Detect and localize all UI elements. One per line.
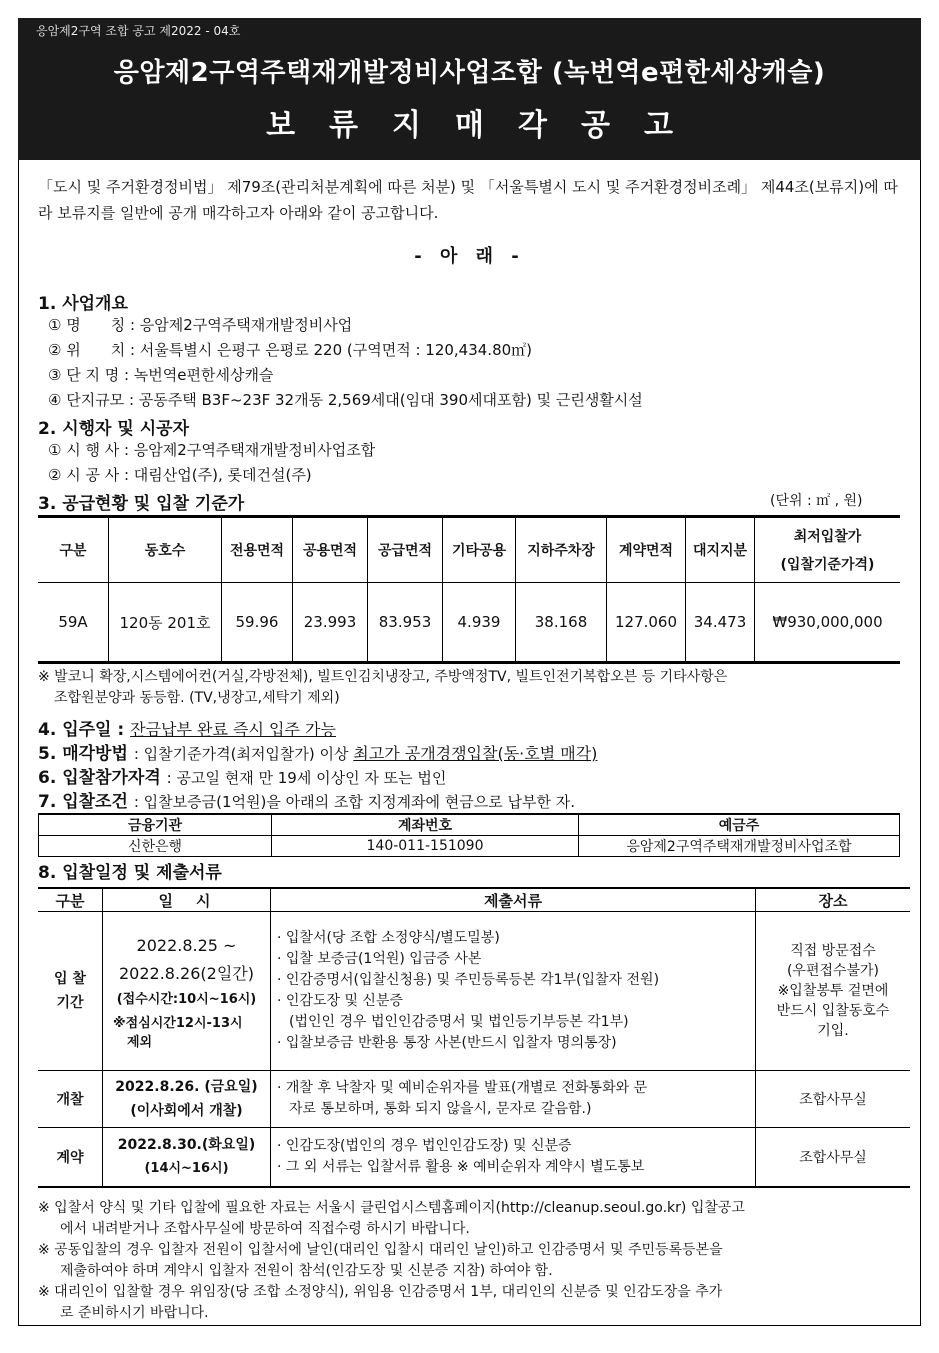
opening-label: 개찰 bbox=[38, 1071, 103, 1128]
section-8-heading: 8. 입찰일정 및 제출서류 bbox=[38, 863, 222, 883]
table-header bbox=[755, 517, 901, 583]
date-line: 2022.8.26. (금요일) bbox=[115, 1079, 258, 1095]
contract-place: 조합사무실 bbox=[756, 1128, 911, 1188]
table-header: 공급면적 bbox=[368, 517, 443, 583]
document-number: 응암제2구역 조합 공고 제2022 - 04호 bbox=[36, 24, 241, 38]
table-header: 전용면적 bbox=[222, 517, 293, 583]
document-item: · 입찰보증금 반환용 통장 사본(반드시 입찰자 명의통장) bbox=[277, 1035, 617, 1051]
footnote-line: ※ 입찰서 양식 및 기타 입찰에 필요한 자료는 서울시 클린업시스템홈페이지(http://cleanup.seoul.go.kr) 입찰공고 bbox=[38, 1200, 745, 1216]
table-cell: 83.953 bbox=[368, 583, 443, 663]
document-item: (법인인 경우 법인인감증명서 및 법인등기부등본 각1부) bbox=[289, 1014, 629, 1030]
date-line: (이사회에서 개찰) bbox=[130, 1103, 243, 1119]
table-row bbox=[39, 836, 900, 857]
table-header: 대지지분 bbox=[686, 517, 755, 583]
footnotes bbox=[38, 1198, 908, 1324]
row-label: 기간 bbox=[56, 995, 84, 1011]
table-cell: 120동 201호 bbox=[109, 583, 222, 663]
table-row bbox=[38, 912, 910, 1071]
section-3-heading: 3. 공급현황 및 입찰 기준가 bbox=[38, 494, 245, 514]
table-cell: 59.96 bbox=[222, 583, 293, 663]
section-5-heading: 5. 매각방법 bbox=[38, 744, 128, 764]
notice-subtitle: 보류지매각공고 bbox=[266, 108, 707, 143]
section-2-heading: 2. 시행자 및 시공자 bbox=[38, 419, 189, 439]
section-4: 4. 입주일 : 잔금납부 완료 즉시 입주 가능 bbox=[38, 720, 336, 740]
note-line: 조합원분양과 동등함. (TV,냉장고,세탁기 제외) bbox=[54, 690, 340, 706]
date-line: 2022.8.26(2일간) bbox=[118, 964, 254, 983]
document-item: 자로 통보하며, 통화 되지 않을시, 문자로 갈음함.) bbox=[289, 1101, 592, 1117]
footnote-line: 에서 내려받거나 조합사무실에 방문하여 직접수령 하시기 바랍니다. bbox=[60, 1221, 470, 1237]
footnote-line: 로 준비하시기 바랍니다. bbox=[60, 1305, 209, 1321]
table-header: 금융기관 bbox=[39, 814, 272, 836]
document-item: · 그 외 서류는 입찰서류 활용 ※ 예비순위자 계약시 별도통보 bbox=[277, 1159, 645, 1175]
table-header: 구분 bbox=[38, 517, 109, 583]
document-item: · 인감증명서(입찰신청용) 및 주민등록등본 각1부(입찰자 전원) bbox=[277, 972, 660, 988]
supply-table bbox=[38, 515, 900, 664]
table-row bbox=[38, 1071, 910, 1128]
bid-place bbox=[756, 912, 911, 1071]
section-6-heading: 6. 입찰참가자격 bbox=[38, 768, 161, 788]
lunch-note: 제외 bbox=[127, 1035, 153, 1050]
account-table bbox=[38, 813, 900, 857]
document-item: · 입찰 보증금(1억원) 입금증 사본 bbox=[277, 951, 482, 967]
bank-name: 신한은행 bbox=[39, 836, 272, 857]
header-banner bbox=[18, 18, 921, 160]
table-cell: 127.060 bbox=[607, 583, 686, 663]
bid-period-label bbox=[38, 912, 103, 1071]
table-header: 장소 bbox=[756, 888, 911, 912]
footnote-line: ※ 공동입찰의 경우 입찰자 전원이 입찰서에 날인(대리인 입찰시 대리인 날인)하고 인감증명서 및 주민등록등본을 bbox=[38, 1242, 723, 1258]
eligibility-text: 공고일 현재 만 19세 이상인 자 또는 법인 bbox=[176, 769, 447, 787]
document-item: · 인감도장 및 신분증 bbox=[277, 993, 403, 1009]
min-price-header: 최저입찰가 bbox=[793, 529, 862, 545]
document-item: · 입찰서(당 조합 소정양식/별도밀봉) bbox=[277, 930, 500, 946]
schedule-table bbox=[38, 887, 910, 1188]
table-header: 공용면적 bbox=[293, 517, 368, 583]
place-line: 반드시 입찰동호수 bbox=[776, 1003, 890, 1019]
table-row bbox=[38, 1128, 910, 1188]
date-line: 2022.8.25 ~ bbox=[136, 936, 237, 955]
bid-condition-text: 입찰보증금(1억원)을 아래의 조합 지정계좌에 현금으로 납부한 자. bbox=[143, 793, 576, 811]
section-7-heading: 7. 입찰조건 bbox=[38, 792, 128, 812]
table-cell: 34.473 bbox=[686, 583, 755, 663]
section-divider-label: - 아 래 - bbox=[414, 246, 525, 267]
table-header: 예금주 bbox=[579, 814, 900, 836]
section-7: 7. 입찰조건 : 입찰보증금(1억원)을 아래의 조합 지정계좌에 현금으로 납부한 자. bbox=[38, 792, 576, 812]
table-cell: 59A bbox=[38, 583, 109, 663]
note-line: ※ 발코니 확장,시스템에어컨(거실,각방전체), 빌트인김치냉장고, 주방액정TV, 빌트인전기복합오븐 등 기타사항은 bbox=[38, 669, 728, 685]
section-1-heading: 1. 사업개요 bbox=[38, 294, 128, 314]
opening-dates bbox=[103, 1071, 271, 1128]
section-4-heading: 4. 입주일 bbox=[38, 720, 112, 740]
table-header: 계좌번호 bbox=[272, 814, 579, 836]
document-item: · 개찰 후 낙찰자 및 예비순위자를 발표(개별로 전화통화와 문 bbox=[277, 1080, 648, 1096]
intro-paragraph: 「도시 및 주거환경정비법」 제79조(관리처분계획에 따른 처분) 및 「서울특별시 도시 및 주거환경정비조례」 제44조(보류지)에 따라 보류지를 일반에 공개 매각하고자 아래와 같이 공고합니다. bbox=[38, 178, 898, 222]
overview-item: ③ 단 지 명 : 녹번역e편한세상캐슬 bbox=[48, 366, 274, 384]
table-header: 계약면적 bbox=[607, 517, 686, 583]
opening-place: 조합사무실 bbox=[756, 1071, 911, 1128]
section-6: 6. 입찰참가자격 : 공고일 현재 만 19세 이상인 자 또는 법인 bbox=[38, 768, 447, 788]
table-header: 제출서류 bbox=[271, 888, 756, 912]
sale-method-emphasis: 최고가 공개경쟁입찰(동·호별 매각) bbox=[353, 744, 598, 763]
place-line: 직접 방문접수 bbox=[790, 943, 876, 959]
unit-label: (단위 : ㎡ , 원) bbox=[770, 493, 863, 509]
table-header: 일 시 bbox=[103, 888, 271, 912]
place-line: (우편접수불가) bbox=[786, 963, 880, 979]
options-note bbox=[38, 667, 898, 709]
table-header: 구분 bbox=[38, 888, 103, 912]
account-holder: 응암제2구역주택재개발정비사업조합 bbox=[579, 836, 900, 857]
table-header: 동호수 bbox=[109, 517, 222, 583]
place-line: 기입. bbox=[817, 1023, 849, 1039]
row-label: 입 찰 bbox=[54, 971, 86, 987]
bid-period-dates bbox=[103, 912, 271, 1071]
date-line: 2022.8.30.(화요일) bbox=[117, 1137, 256, 1153]
operator-item: ② 시 공 사 : 대림산업(주), 롯데건설(주) bbox=[48, 466, 312, 484]
footnote-line: 제출하여야 하며 계약시 입찰자 전원이 참석(인감도장 및 신분증 지참) 하여야 함. bbox=[60, 1263, 553, 1279]
table-header: 기타공용 bbox=[443, 517, 516, 583]
sale-method-text: 입찰기준가격(최저입찰가) 이상 bbox=[143, 745, 349, 763]
contract-label: 계약 bbox=[38, 1128, 103, 1188]
overview-item: ④ 단지규모 : 공동주택 B3F~23F 32개동 2,569세대(임대 390세대포함) 및 근린생활시설 bbox=[48, 391, 643, 409]
bid-documents bbox=[271, 912, 756, 1071]
notice-title: 응암제2구역주택재개발정비사업조합 (녹번역e편한세상캐슬) bbox=[113, 58, 826, 88]
footnote-line: ※ 대리인이 입찰할 경우 위임장(당 조합 소정양식), 위임용 인감증명서 1부, 대리인의 신분증 및 인감도장을 추가 bbox=[38, 1284, 723, 1300]
document-item: · 인감도장(법인의 경우 법인인감도장) 및 신분증 bbox=[277, 1138, 572, 1154]
base-price-header: (입찰기준가격) bbox=[780, 557, 875, 573]
lunch-note: ※점심시간12시-13시 bbox=[113, 1016, 243, 1031]
table-cell: ₩930,000,000 bbox=[755, 583, 901, 663]
operator-item: ① 시 행 사 : 응암제2구역주택재개발정비사업조합 bbox=[48, 441, 376, 459]
move-in-text: 잔금납부 완료 즉시 입주 가능 bbox=[130, 720, 336, 739]
table-row bbox=[38, 583, 900, 663]
date-line: (14시~16시) bbox=[144, 1161, 229, 1176]
section-5: 5. 매각방법 : 입찰기준가격(최저입찰가) 이상 최고가 공개경쟁입찰(동·호별 매각) bbox=[38, 744, 598, 764]
place-line: ※입찰봉투 겉면에 bbox=[777, 983, 889, 999]
account-number: 140-011-151090 bbox=[272, 836, 579, 857]
table-cell: 38.168 bbox=[516, 583, 607, 663]
overview-item: ② 위 치 : 서울특별시 은평구 은평로 220 (구역면적 : 120,434.80㎡) bbox=[48, 341, 533, 359]
opening-notes bbox=[271, 1071, 756, 1128]
table-cell: 23.993 bbox=[293, 583, 368, 663]
overview-item: ① 명 칭 : 응암제2구역주택재개발정비사업 bbox=[48, 316, 353, 334]
contract-dates bbox=[103, 1128, 271, 1188]
table-header: 지하주차장 bbox=[516, 517, 607, 583]
time-line: (접수시간:10시~16시) bbox=[116, 992, 257, 1007]
table-cell: 4.939 bbox=[443, 583, 516, 663]
contract-documents bbox=[271, 1128, 756, 1188]
